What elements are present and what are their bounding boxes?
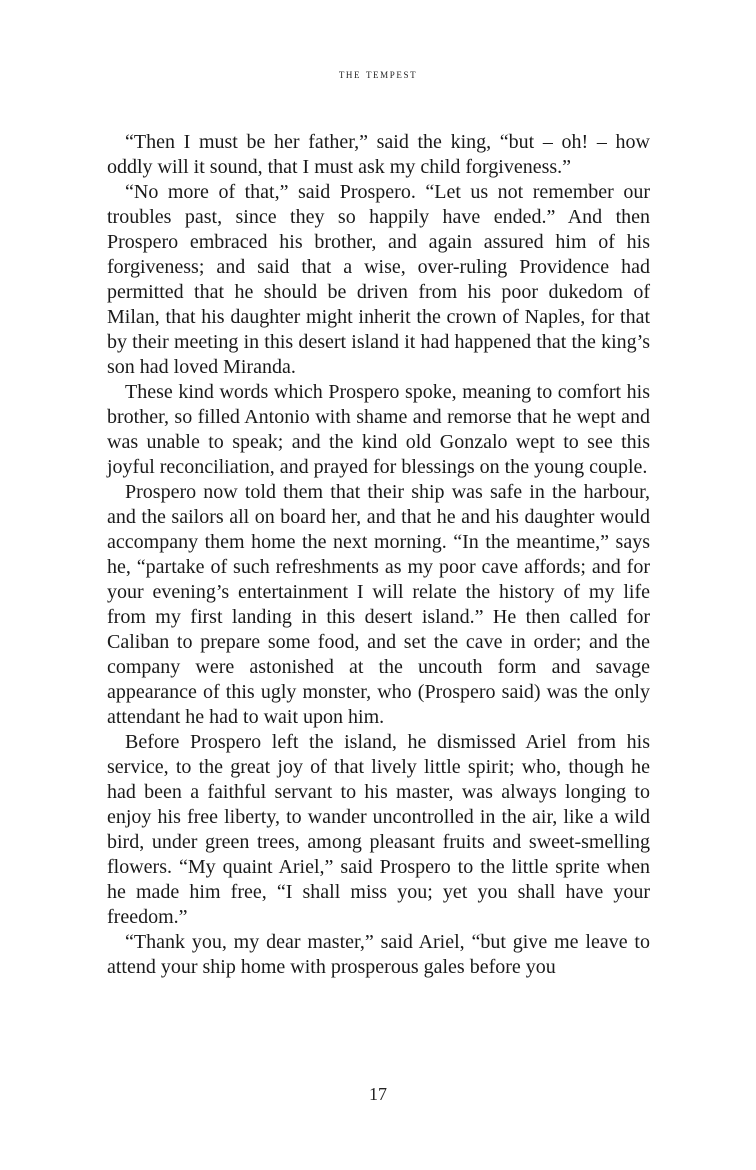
page-number: 17 [369, 1084, 387, 1104]
paragraph-1: “Then I must be her father,” said the king, “but – oh! – how oddly will it sound, that I must ask my child forgiveness.” [107, 131, 650, 178]
paragraph-3: These kind words which Prospero spoke, meaning to comfort his brother, so filled Antonio with shame and remorse that he wept and was unable to speak; and the kind old Gonzalo wept to see this joyful reconciliation, and prayed for blessings on the young couple. [107, 381, 650, 478]
paragraph-4: Prospero now told them that their ship was safe in the harbour, and the sailors all on board her, and that he and his daughter would accompany them home the next morning. “In the meantime,” says he, “partake of such refreshments as my poor cave affords; and for your evening’s entertainment I will relate the history of my life from my first landing in this desert island.” He then called for Caliban to prepare some food, and set the cave in order; and the company were astonished at the uncouth form and savage appearance of this ugly monster, who (Prospero said) was the only attendant he had to wait upon him. [107, 481, 650, 728]
paragraph-6: “Thank you, my dear master,” said Ariel, “but give me leave to attend your ship home with prosperous gales before you [107, 931, 650, 978]
paragraph-5: Before Prospero left the island, he dismissed Ariel from his service, to the great joy of that lively little spirit; who, though he had been a faithful servant to his master, was always longing to enjoy his free liberty, to wander uncontrolled in the air, like a wild bird, under green trees, among pleasant fruits and sweet-smelling flowers. “My quaint Ariel,” said Prospero to the little sprite when he made him free, “I shall miss you; yet you shall have your freedom.” [107, 731, 650, 928]
running-head: the tempest [338, 66, 418, 81]
body-text [107, 130, 650, 980]
paragraph-2: “No more of that,” said Prospero. “Let us not remember our troubles past, since they so happily have ended.” And then Prospero embraced his brother, and again assured him of his forgiveness; and said that a wise, over-ruling Providence had permitted that he should be driven from his poor dukedom of Milan, that his daughter might inherit the crown of Naples, for that by their meeting in this desert island it had happened that the king’s son had loved Miranda. [107, 181, 650, 378]
